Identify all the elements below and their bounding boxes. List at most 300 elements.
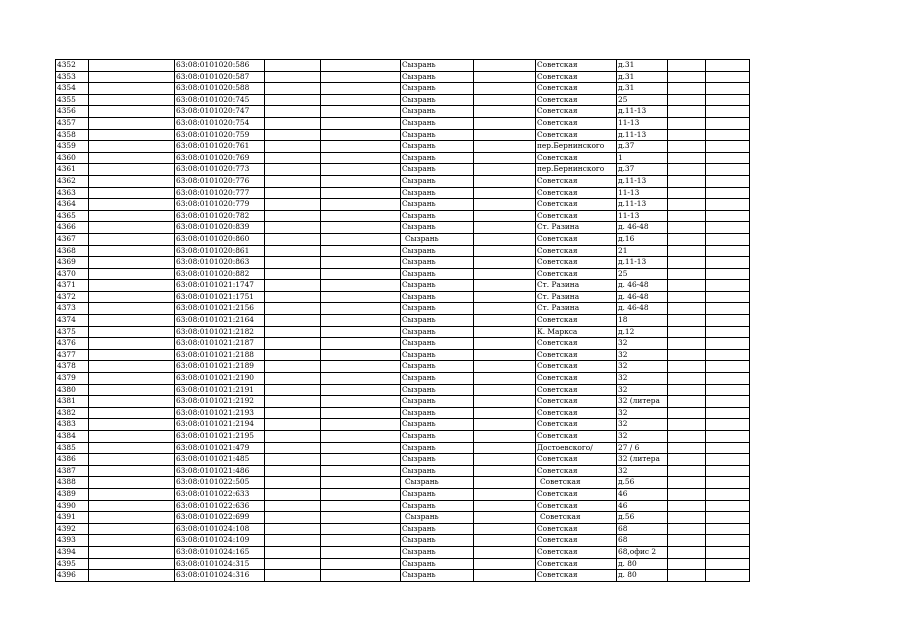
empty-cell	[668, 407, 706, 419]
empty-cell	[89, 523, 175, 535]
street: Советская	[536, 477, 617, 489]
row-number: 4373	[56, 303, 89, 315]
cadastral-number: 63:08:0101024:109	[175, 535, 265, 547]
empty-cell	[706, 546, 750, 558]
empty-cell	[89, 117, 175, 129]
empty-cell	[321, 71, 401, 83]
cadastral-number: 63:08:0101021:485	[175, 454, 265, 466]
cadastral-number: 63:08:0101021:2188	[175, 349, 265, 361]
table-row	[56, 488, 750, 500]
empty-cell	[706, 442, 750, 454]
house-number: 32 (литера	[617, 454, 668, 466]
empty-cell	[474, 187, 536, 199]
empty-cell	[474, 175, 536, 187]
empty-cell	[321, 60, 401, 72]
empty-cell	[668, 199, 706, 211]
empty-cell	[668, 326, 706, 338]
city: Сызрань	[401, 222, 474, 234]
table-row	[56, 199, 750, 211]
empty-cell	[321, 141, 401, 153]
street: Советская	[536, 245, 617, 257]
empty-cell	[265, 94, 321, 106]
empty-cell	[668, 268, 706, 280]
empty-cell	[321, 117, 401, 129]
empty-cell	[265, 407, 321, 419]
city: Сызрань	[401, 141, 474, 153]
cadastral-number: 63:08:0101021:486	[175, 465, 265, 477]
empty-cell	[321, 512, 401, 524]
empty-cell	[474, 291, 536, 303]
empty-cell	[474, 465, 536, 477]
table-row	[56, 373, 750, 385]
table-row	[56, 570, 750, 582]
empty-cell	[668, 152, 706, 164]
cadastral-number: 63:08:0101021:2189	[175, 361, 265, 373]
empty-cell	[89, 535, 175, 547]
cadastral-number: 63:08:0101021:2191	[175, 384, 265, 396]
table-row	[56, 83, 750, 95]
empty-cell	[89, 477, 175, 489]
empty-cell	[474, 454, 536, 466]
empty-cell	[265, 349, 321, 361]
empty-cell	[265, 546, 321, 558]
empty-cell	[321, 558, 401, 570]
empty-cell	[265, 431, 321, 443]
cadastral-number: 63:08:0101020:769	[175, 152, 265, 164]
table-row	[56, 291, 750, 303]
row-number: 4357	[56, 117, 89, 129]
empty-cell	[321, 373, 401, 385]
street: Советская	[536, 419, 617, 431]
empty-cell	[668, 141, 706, 153]
empty-cell	[265, 477, 321, 489]
empty-cell	[321, 570, 401, 582]
street: Советская	[536, 373, 617, 385]
street: Советская	[536, 268, 617, 280]
empty-cell	[321, 396, 401, 408]
empty-cell	[706, 500, 750, 512]
empty-cell	[265, 523, 321, 535]
street: Советская	[536, 361, 617, 373]
row-number: 4395	[56, 558, 89, 570]
city: Сызрань	[401, 349, 474, 361]
empty-cell	[668, 500, 706, 512]
empty-cell	[321, 465, 401, 477]
row-number: 4352	[56, 60, 89, 72]
table-row	[56, 152, 750, 164]
empty-cell	[706, 117, 750, 129]
empty-cell	[89, 141, 175, 153]
empty-cell	[474, 477, 536, 489]
empty-cell	[706, 129, 750, 141]
empty-cell	[321, 477, 401, 489]
street: Ст. Разина	[536, 291, 617, 303]
house-number: 46	[617, 500, 668, 512]
city: Сызрань	[401, 152, 474, 164]
empty-cell	[265, 326, 321, 338]
empty-cell	[474, 141, 536, 153]
empty-cell	[474, 396, 536, 408]
empty-cell	[706, 523, 750, 535]
row-number: 4371	[56, 280, 89, 292]
house-number: 32	[617, 419, 668, 431]
street: Советская	[536, 535, 617, 547]
empty-cell	[265, 233, 321, 245]
empty-cell	[265, 71, 321, 83]
empty-cell	[668, 546, 706, 558]
house-number: д. 46-48	[617, 303, 668, 315]
empty-cell	[89, 291, 175, 303]
city: Сызрань	[401, 546, 474, 558]
city: Сызрань	[401, 94, 474, 106]
empty-cell	[668, 419, 706, 431]
street: Советская	[536, 431, 617, 443]
empty-cell	[706, 187, 750, 199]
row-number: 4386	[56, 454, 89, 466]
row-number: 4370	[56, 268, 89, 280]
table-row	[56, 315, 750, 327]
city: Сызрань	[401, 175, 474, 187]
cadastral-number: 63:08:0101020:863	[175, 257, 265, 269]
empty-cell	[474, 117, 536, 129]
table-row	[56, 210, 750, 222]
house-number: 11-13	[617, 187, 668, 199]
row-number: 4377	[56, 349, 89, 361]
city: Сызрань	[401, 129, 474, 141]
empty-cell	[706, 361, 750, 373]
table-row	[56, 326, 750, 338]
row-number: 4382	[56, 407, 89, 419]
empty-cell	[474, 222, 536, 234]
city: Сызрань	[401, 477, 474, 489]
empty-cell	[321, 210, 401, 222]
house-number: д. 46-48	[617, 222, 668, 234]
empty-cell	[474, 233, 536, 245]
house-number: 68	[617, 535, 668, 547]
empty-cell	[706, 407, 750, 419]
house-number: д.11-13	[617, 257, 668, 269]
empty-cell	[89, 465, 175, 477]
empty-cell	[668, 454, 706, 466]
house-number: 18	[617, 315, 668, 327]
empty-cell	[668, 465, 706, 477]
empty-cell	[668, 117, 706, 129]
property-register-table	[55, 59, 750, 582]
cadastral-number: 63:08:0101020:759	[175, 129, 265, 141]
house-number: 1	[617, 152, 668, 164]
empty-cell	[474, 199, 536, 211]
empty-cell	[89, 187, 175, 199]
empty-cell	[668, 245, 706, 257]
city: Сызрань	[401, 268, 474, 280]
empty-cell	[321, 222, 401, 234]
empty-cell	[706, 245, 750, 257]
empty-cell	[321, 361, 401, 373]
empty-cell	[265, 175, 321, 187]
row-number: 4380	[56, 384, 89, 396]
city: Сызрань	[401, 384, 474, 396]
city: Сызрань	[401, 523, 474, 535]
row-number: 4363	[56, 187, 89, 199]
street: Советская	[536, 523, 617, 535]
empty-cell	[474, 60, 536, 72]
empty-cell	[474, 210, 536, 222]
empty-cell	[321, 152, 401, 164]
city: Сызрань	[401, 164, 474, 176]
empty-cell	[89, 500, 175, 512]
empty-cell	[265, 338, 321, 350]
house-number: 27 / 6	[617, 442, 668, 454]
empty-cell	[89, 94, 175, 106]
city: Сызрань	[401, 512, 474, 524]
street: Достоевского/	[536, 442, 617, 454]
empty-cell	[668, 257, 706, 269]
empty-cell	[265, 500, 321, 512]
empty-cell	[89, 233, 175, 245]
empty-cell	[321, 164, 401, 176]
empty-cell	[706, 71, 750, 83]
empty-cell	[265, 117, 321, 129]
house-number: 32 (литера	[617, 396, 668, 408]
street: Советская	[536, 129, 617, 141]
row-number: 4358	[56, 129, 89, 141]
cadastral-number: 63:08:0101021:2156	[175, 303, 265, 315]
empty-cell	[89, 349, 175, 361]
empty-cell	[706, 419, 750, 431]
house-number: д. 80	[617, 570, 668, 582]
empty-cell	[265, 199, 321, 211]
empty-cell	[89, 106, 175, 118]
empty-cell	[321, 338, 401, 350]
empty-cell	[706, 431, 750, 443]
table-row	[56, 454, 750, 466]
empty-cell	[706, 338, 750, 350]
empty-cell	[321, 442, 401, 454]
row-number: 4383	[56, 419, 89, 431]
table-row	[56, 361, 750, 373]
row-number: 4367	[56, 233, 89, 245]
table-row	[56, 117, 750, 129]
cadastral-number: 63:08:0101020:747	[175, 106, 265, 118]
empty-cell	[321, 280, 401, 292]
street: Советская	[536, 454, 617, 466]
street: Советская	[536, 512, 617, 524]
empty-cell	[668, 523, 706, 535]
empty-cell	[706, 268, 750, 280]
street: Ст. Разина	[536, 280, 617, 292]
table-row	[56, 175, 750, 187]
house-number: д.16	[617, 233, 668, 245]
empty-cell	[474, 315, 536, 327]
city: Сызрань	[401, 396, 474, 408]
house-number: 32	[617, 338, 668, 350]
empty-cell	[668, 396, 706, 408]
empty-cell	[89, 257, 175, 269]
cadastral-number: 63:08:0101021:1751	[175, 291, 265, 303]
empty-cell	[668, 303, 706, 315]
row-number: 4376	[56, 338, 89, 350]
row-number: 4392	[56, 523, 89, 535]
city: Сызрань	[401, 117, 474, 129]
empty-cell	[668, 60, 706, 72]
empty-cell	[89, 280, 175, 292]
table-row	[56, 106, 750, 118]
empty-cell	[265, 210, 321, 222]
table-row	[56, 431, 750, 443]
house-number: 32	[617, 465, 668, 477]
empty-cell	[668, 106, 706, 118]
house-number: 25	[617, 268, 668, 280]
table-row	[56, 303, 750, 315]
empty-cell	[474, 361, 536, 373]
empty-cell	[706, 94, 750, 106]
table-body	[56, 60, 750, 582]
empty-cell	[265, 465, 321, 477]
cadastral-number: 63:08:0101021:2187	[175, 338, 265, 350]
table-row	[56, 535, 750, 547]
cadastral-number: 63:08:0101022:505	[175, 477, 265, 489]
house-number: 32	[617, 361, 668, 373]
city: Сызрань	[401, 187, 474, 199]
city: Сызрань	[401, 326, 474, 338]
empty-cell	[706, 384, 750, 396]
city: Сызрань	[401, 210, 474, 222]
city: Сызрань	[401, 71, 474, 83]
table-row	[56, 349, 750, 361]
table-row	[56, 500, 750, 512]
table-row	[56, 187, 750, 199]
empty-cell	[265, 570, 321, 582]
empty-cell	[321, 175, 401, 187]
city: Сызрань	[401, 315, 474, 327]
empty-cell	[474, 500, 536, 512]
row-number: 4366	[56, 222, 89, 234]
empty-cell	[706, 199, 750, 211]
cadastral-number: 63:08:0101020:776	[175, 175, 265, 187]
empty-cell	[474, 257, 536, 269]
empty-cell	[265, 257, 321, 269]
empty-cell	[668, 222, 706, 234]
empty-cell	[321, 257, 401, 269]
empty-cell	[89, 558, 175, 570]
cadastral-number: 63:08:0101020:882	[175, 268, 265, 280]
cadastral-number: 63:08:0101024:108	[175, 523, 265, 535]
city: Сызрань	[401, 303, 474, 315]
row-number: 4387	[56, 465, 89, 477]
empty-cell	[668, 94, 706, 106]
city: Сызрань	[401, 454, 474, 466]
cadastral-number: 63:08:0101020:861	[175, 245, 265, 257]
row-number: 4361	[56, 164, 89, 176]
empty-cell	[474, 152, 536, 164]
empty-cell	[321, 535, 401, 547]
house-number: 32	[617, 431, 668, 443]
empty-cell	[706, 454, 750, 466]
empty-cell	[668, 233, 706, 245]
empty-cell	[89, 570, 175, 582]
empty-cell	[474, 349, 536, 361]
table-row	[56, 558, 750, 570]
row-number: 4388	[56, 477, 89, 489]
empty-cell	[474, 407, 536, 419]
cadastral-number: 63:08:0101020:773	[175, 164, 265, 176]
empty-cell	[265, 558, 321, 570]
city: Сызрань	[401, 488, 474, 500]
house-number: д. 80	[617, 558, 668, 570]
house-number: 68	[617, 523, 668, 535]
house-number: д.11-13	[617, 106, 668, 118]
empty-cell	[265, 488, 321, 500]
empty-cell	[89, 361, 175, 373]
street: Ст. Разина	[536, 222, 617, 234]
table-row	[56, 396, 750, 408]
city: Сызрань	[401, 257, 474, 269]
empty-cell	[474, 106, 536, 118]
empty-cell	[474, 268, 536, 280]
cadastral-number: 63:08:0101021:2194	[175, 419, 265, 431]
row-number: 4390	[56, 500, 89, 512]
table-row	[56, 257, 750, 269]
street: Советская	[536, 384, 617, 396]
empty-cell	[89, 512, 175, 524]
empty-cell	[265, 535, 321, 547]
table-row	[56, 407, 750, 419]
street: Советская	[536, 106, 617, 118]
table-row	[56, 268, 750, 280]
empty-cell	[265, 106, 321, 118]
street: Советская	[536, 233, 617, 245]
table-row	[56, 419, 750, 431]
empty-cell	[668, 361, 706, 373]
city: Сызрань	[401, 373, 474, 385]
house-number: д.11-13	[617, 175, 668, 187]
city: Сызрань	[401, 60, 474, 72]
street: Советская	[536, 488, 617, 500]
empty-cell	[89, 384, 175, 396]
empty-cell	[706, 488, 750, 500]
cadastral-number: 63:08:0101020:839	[175, 222, 265, 234]
empty-cell	[89, 245, 175, 257]
empty-cell	[265, 187, 321, 199]
house-number: д. 46-48	[617, 280, 668, 292]
row-number: 4353	[56, 71, 89, 83]
city: Сызрань	[401, 419, 474, 431]
empty-cell	[668, 570, 706, 582]
cadastral-number: 63:08:0101020:860	[175, 233, 265, 245]
empty-cell	[89, 546, 175, 558]
house-number: д.56	[617, 512, 668, 524]
empty-cell	[321, 106, 401, 118]
row-number: 4389	[56, 488, 89, 500]
street: Советская	[536, 570, 617, 582]
row-number: 4391	[56, 512, 89, 524]
house-number: д.56	[617, 477, 668, 489]
row-number: 4375	[56, 326, 89, 338]
empty-cell	[668, 210, 706, 222]
empty-cell	[668, 83, 706, 95]
empty-cell	[706, 280, 750, 292]
empty-cell	[668, 442, 706, 454]
house-number: д.11-13	[617, 129, 668, 141]
empty-cell	[474, 94, 536, 106]
house-number: 68,офис 2	[617, 546, 668, 558]
empty-cell	[89, 407, 175, 419]
empty-cell	[265, 303, 321, 315]
row-number: 4359	[56, 141, 89, 153]
cadastral-number: 63:08:0101021:1747	[175, 280, 265, 292]
table-row	[56, 546, 750, 558]
empty-cell	[668, 373, 706, 385]
